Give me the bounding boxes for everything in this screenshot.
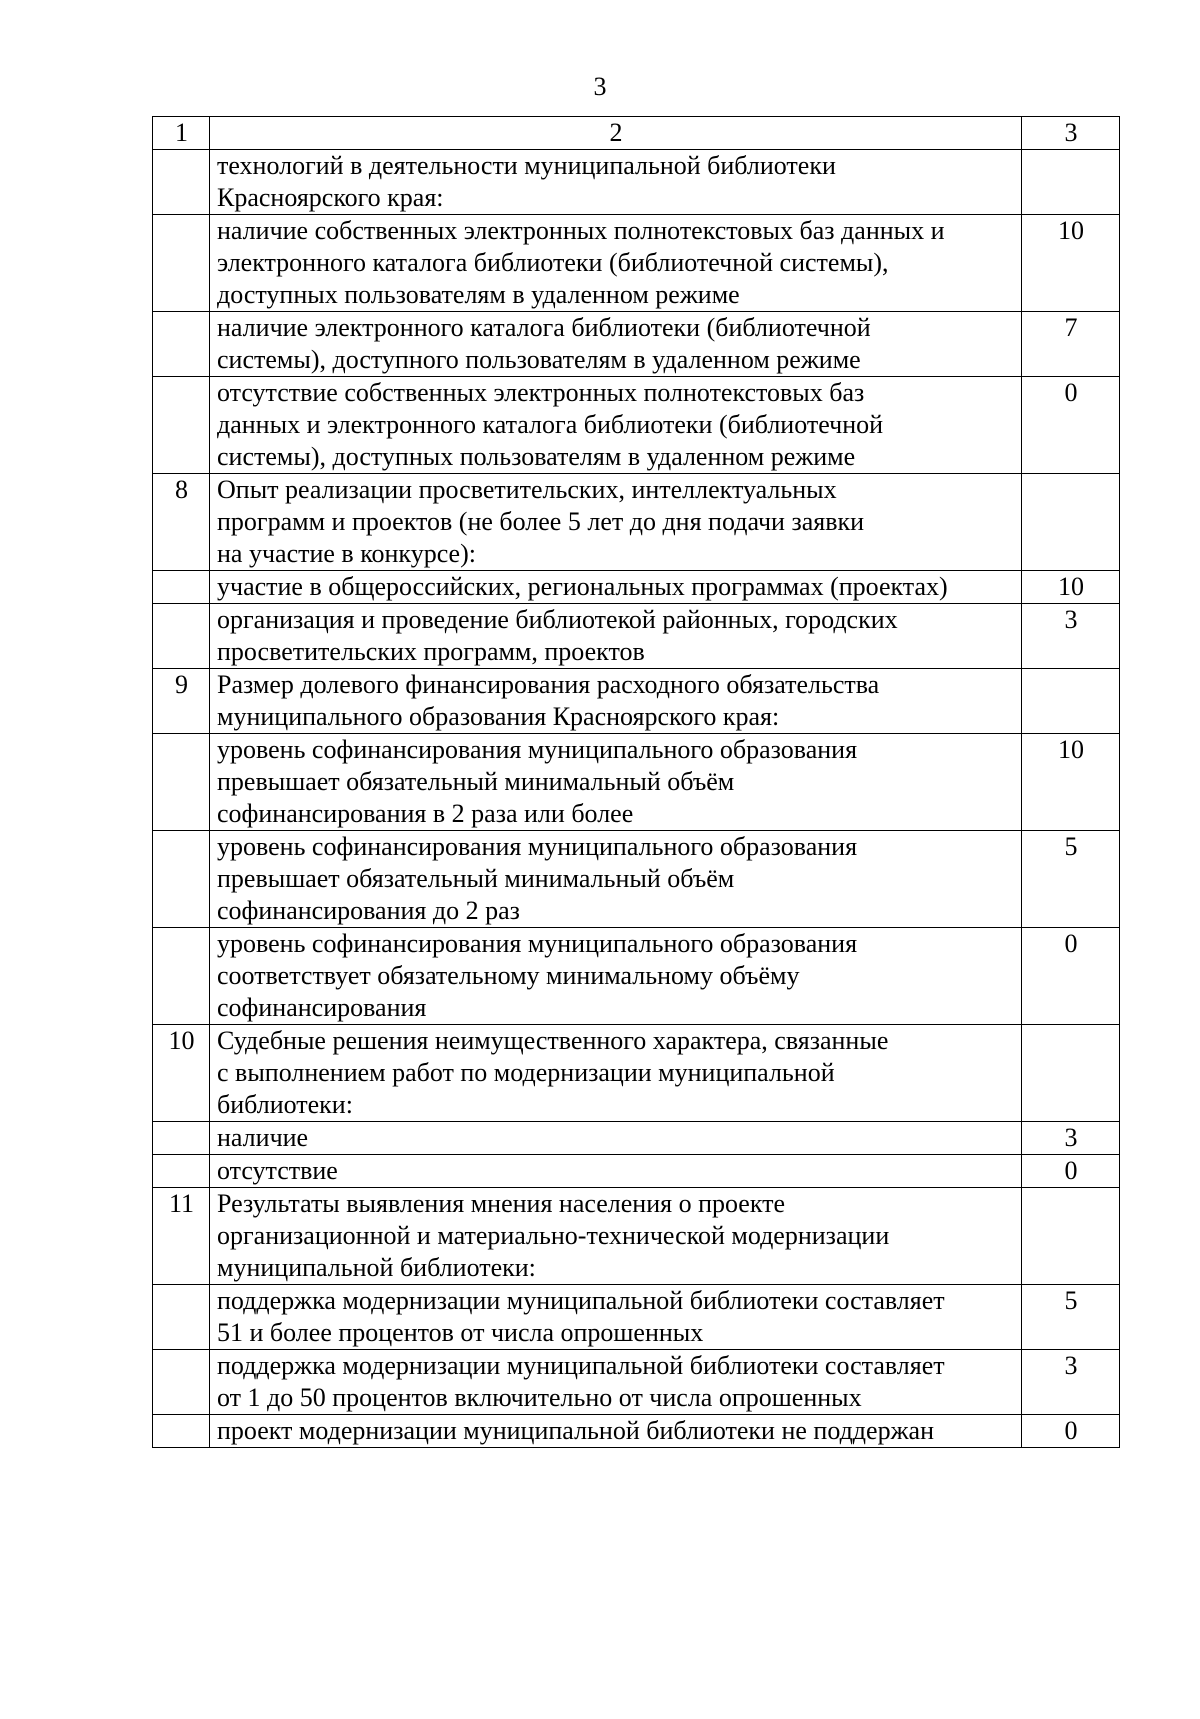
- table-row: [153, 312, 1120, 377]
- table-row: [153, 474, 1120, 571]
- criteria-table: [152, 116, 1120, 1448]
- criteria-table-body: [153, 117, 1120, 1448]
- header-cell-number: 1: [153, 117, 210, 150]
- row-number-cell: [153, 1285, 210, 1350]
- table-header-row: [153, 117, 1120, 150]
- row-points-cell: 5: [1022, 1285, 1120, 1350]
- row-points-cell: 10: [1022, 215, 1120, 312]
- row-criterion-cell: Результаты выявления мнения населения о проекте организационной и материально-технической модернизации муниципальной библиотеки:: [210, 1188, 1022, 1285]
- row-points-cell: 0: [1022, 1155, 1120, 1188]
- table-row: [153, 1350, 1120, 1415]
- row-number-cell: [153, 928, 210, 1025]
- row-points-cell: 0: [1022, 1415, 1120, 1448]
- table-row: [153, 1155, 1120, 1188]
- header-cell-points: 3: [1022, 117, 1120, 150]
- row-criterion-cell: Судебные решения неимущественного характера, связанные с выполнением работ по модернизации муниципальной библиотеки:: [210, 1025, 1022, 1122]
- table-row: [153, 150, 1120, 215]
- row-criterion-cell: уровень софинансирования муниципального образования превышает обязательный минимальный объём софинансирования в 2 раза или более: [210, 734, 1022, 831]
- row-number-cell: [153, 1350, 210, 1415]
- table-row: [153, 1188, 1120, 1285]
- row-points-cell: [1022, 1025, 1120, 1122]
- row-criterion-cell: Размер долевого финансирования расходного обязательства муниципального образования Красноярского края:: [210, 669, 1022, 734]
- row-points-cell: 10: [1022, 734, 1120, 831]
- row-number-cell: 8: [153, 474, 210, 571]
- row-criterion-cell: уровень софинансирования муниципального образования превышает обязательный минимальный объём софинансирования до 2 раз: [210, 831, 1022, 928]
- row-number-cell: 11: [153, 1188, 210, 1285]
- row-points-cell: 0: [1022, 377, 1120, 474]
- table-row: [153, 571, 1120, 604]
- row-points-cell: 10: [1022, 571, 1120, 604]
- row-points-cell: 3: [1022, 604, 1120, 669]
- row-number-cell: [153, 1415, 210, 1448]
- table-row: [153, 377, 1120, 474]
- table-row: [153, 928, 1120, 1025]
- table-row: [153, 734, 1120, 831]
- row-points-cell: 0: [1022, 928, 1120, 1025]
- header-cell-criterion: 2: [210, 117, 1022, 150]
- table-row: [153, 831, 1120, 928]
- row-criterion-cell: поддержка модернизации муниципальной библиотеки составляет 51 и более процентов от числа опрошенных: [210, 1285, 1022, 1350]
- row-criterion-cell: наличие собственных электронных полнотекстовых баз данных и электронного каталога библиотеки (библиотечной системы), доступных пользователям в удаленном режиме: [210, 215, 1022, 312]
- row-criterion-cell: участие в общероссийских, региональных программах (проектах): [210, 571, 1022, 604]
- page-number: 3: [593, 72, 607, 101]
- row-number-cell: 9: [153, 669, 210, 734]
- table-row: [153, 1285, 1120, 1350]
- row-number-cell: [153, 831, 210, 928]
- table-row: [153, 1122, 1120, 1155]
- row-points-cell: 7: [1022, 312, 1120, 377]
- row-criterion-cell: проект модернизации муниципальной библиотеки не поддержан: [210, 1415, 1022, 1448]
- row-number-cell: [153, 312, 210, 377]
- row-criterion-cell: Опыт реализации просветительских, интеллектуальных программ и проектов (не более 5 лет до дня подачи заявки на участие в конкурсе):: [210, 474, 1022, 571]
- row-criterion-cell: технологий в деятельности муниципальной библиотеки Красноярского края:: [210, 150, 1022, 215]
- table-row: [153, 604, 1120, 669]
- row-points-cell: 3: [1022, 1350, 1120, 1415]
- row-points-cell: 3: [1022, 1122, 1120, 1155]
- row-criterion-cell: отсутствие собственных электронных полнотекстовых баз данных и электронного каталога библиотеки (библиотечной системы), доступных пользователям в удаленном режиме: [210, 377, 1022, 474]
- row-points-cell: [1022, 1188, 1120, 1285]
- row-criterion-cell: отсутствие: [210, 1155, 1022, 1188]
- row-number-cell: [153, 377, 210, 474]
- row-number-cell: 10: [153, 1025, 210, 1122]
- row-number-cell: [153, 734, 210, 831]
- row-points-cell: [1022, 150, 1120, 215]
- row-number-cell: [153, 150, 210, 215]
- row-points-cell: [1022, 474, 1120, 571]
- row-criterion-cell: организация и проведение библиотекой районных, городских просветительских программ, проектов: [210, 604, 1022, 669]
- row-number-cell: [153, 571, 210, 604]
- row-number-cell: [153, 1122, 210, 1155]
- row-criterion-cell: наличие электронного каталога библиотеки (библиотечной системы), доступного пользователям в удаленном режиме: [210, 312, 1022, 377]
- row-number-cell: [153, 604, 210, 669]
- row-points-cell: [1022, 669, 1120, 734]
- table-row: [153, 1415, 1120, 1448]
- table-row: [153, 669, 1120, 734]
- row-criterion-cell: наличие: [210, 1122, 1022, 1155]
- row-criterion-cell: уровень софинансирования муниципального образования соответствует обязательному минимальному объёму софинансирования: [210, 928, 1022, 1025]
- table-row: [153, 215, 1120, 312]
- row-points-cell: 5: [1022, 831, 1120, 928]
- row-number-cell: [153, 215, 210, 312]
- table-row: [153, 1025, 1120, 1122]
- row-number-cell: [153, 1155, 210, 1188]
- row-criterion-cell: поддержка модернизации муниципальной библиотеки составляет от 1 до 50 процентов включительно от числа опрошенных: [210, 1350, 1022, 1415]
